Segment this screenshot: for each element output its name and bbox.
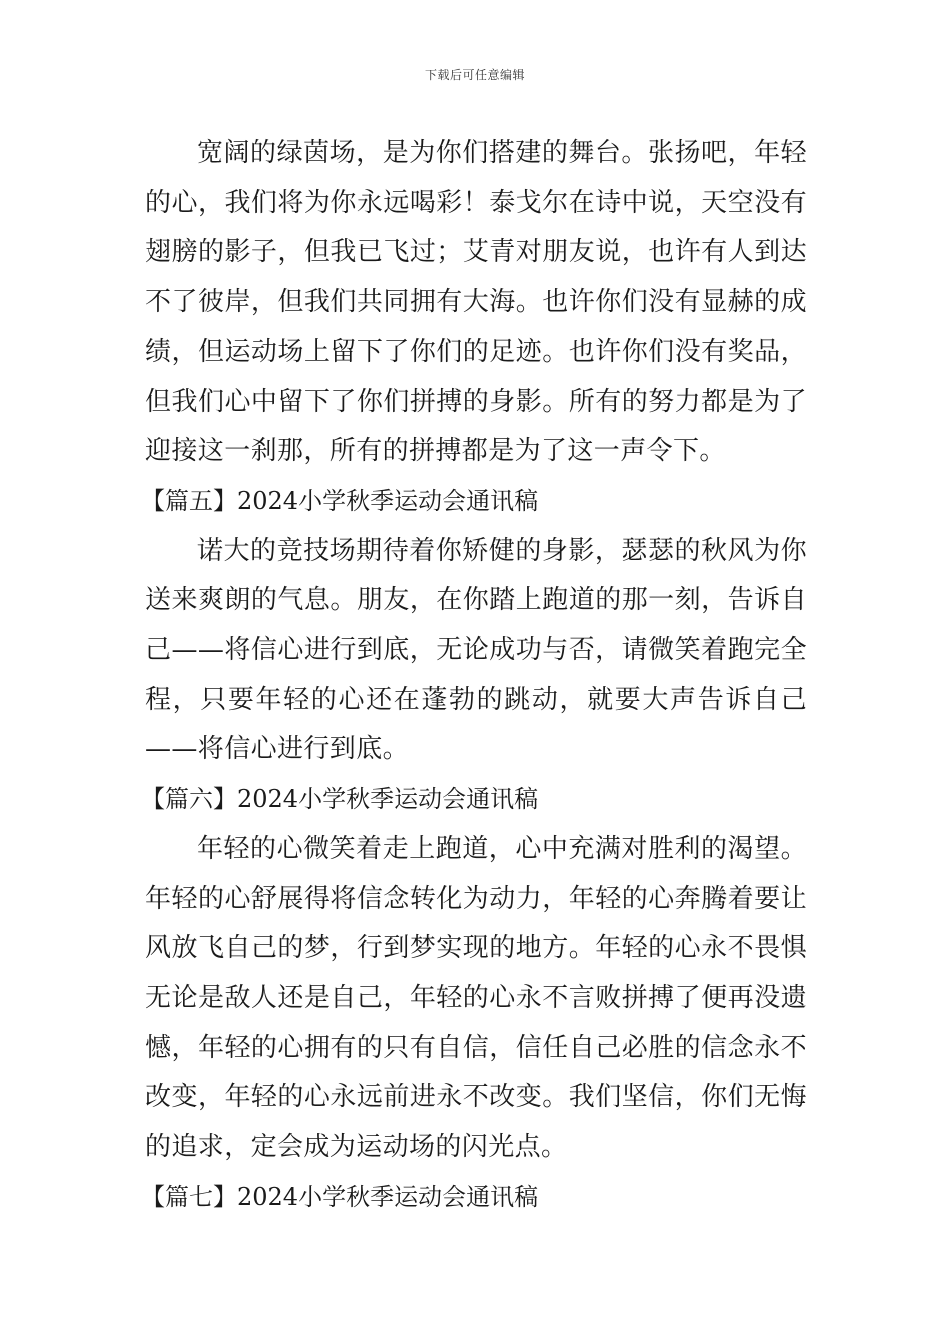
page-header-note: 下载后可任意编辑	[424, 68, 525, 82]
paragraph-2: 诺大的竞技场期待着你矫健的身影，瑟瑟的秋风为你送来爽朗的气息。朋友，在你踏上跑道的那一刻，告诉自己——将信心进行到底，无论成功与否，请微笑着跑完全程，只要年轻的心还在蓬勃的跳动，就要大声告诉自己——将信心进行到底。	[145, 535, 807, 765]
paragraph-3: 年轻的心微笑着走上跑道，心中充满对胜利的渴望。年轻的心舒展得将信念转化为动力，年轻的心奔腾着要让风放飞自己的梦，行到梦实现的地方。年轻的心永不畏惧无论是敌人还是自己，年轻的心永不言败拼搏了便再没遗憾，年轻的心拥有的只有自信，信任自己必胜的信念永不改变，年轻的心永远前进永不改变。我们坚信，你们无悔的追求，定会成为运动场的闪光点。	[145, 833, 807, 1163]
section-heading-6: 【篇六】2024小学秋季运动会通讯稿	[141, 785, 539, 814]
section-heading-7: 【篇七】2024小学秋季运动会通讯稿	[141, 1182, 539, 1211]
section-heading-5: 【篇五】2024小学秋季运动会通讯稿	[141, 486, 539, 515]
document-body	[141, 129, 807, 1222]
paragraph-1: 宽阔的绿茵场，是为你们搭建的舞台。张扬吧，年轻的心，我们将为你永远喝彩！泰戈尔在诗中说，天空没有翅膀的影子，但我已飞过；艾青对朋友说，也许有人到达不了彼岸，但我们共同拥有大海。也许你们没有显赫的成绩，但运动场上留下了你们的足迹。也许你们没有奖品，但我们心中留下了你们拼搏的身影。所有的努力都是为了迎接这一刹那，所有的拼搏都是为了这一声令下。	[145, 138, 807, 467]
